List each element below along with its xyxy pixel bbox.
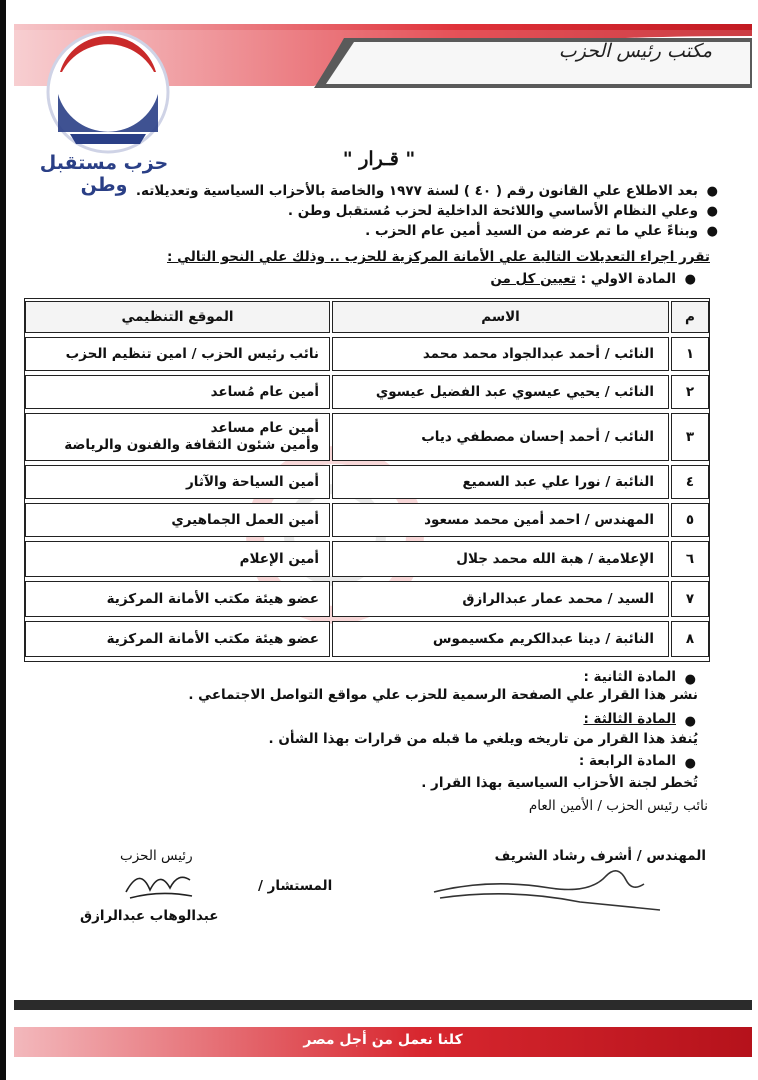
party-name: حزب مستقبل وطن <box>39 152 169 196</box>
row-position: عضو هيئة مكتب الأمانة المركزية <box>25 581 330 617</box>
row-num: ٥ <box>671 503 709 537</box>
row-name: الإعلامية / هبة الله محمد جلال <box>332 541 669 577</box>
chairman-signature-icon <box>120 862 200 906</box>
row-position: نائب رئيس الحزب / امين تنظيم الحزب <box>25 337 330 371</box>
deputy-line: نائب رئيس الحزب / الأمين العام <box>528 798 708 814</box>
table-row <box>25 337 709 371</box>
row-position-line-2: وأمين شئون الثقافة والفنون والرياضة <box>64 437 319 453</box>
footer-band-dark <box>14 1000 752 1010</box>
preamble-line-1: بعد الاطلاع علي القانون رقم ( ٤٠ ) لسنة ١٩٧٧ والخاصة بالأحزاب السياسية وتعديلاته. <box>135 183 698 199</box>
article2-text: نشر هذا القرار علي الصفحة الرسمية للحزب علي مواقع التواصل الاجتماعي . <box>188 687 698 703</box>
row-position: أمين العمل الجماهيري <box>25 503 330 537</box>
table-row <box>25 375 709 409</box>
row-name: النائب / أحمد إحسان مصطفي دياب <box>332 413 669 461</box>
table-row <box>25 581 709 617</box>
row-num: ٣ <box>671 413 709 461</box>
table-header-row <box>25 301 709 333</box>
row-name: النائبة / دينا عبدالكريم مكسيموس <box>332 621 669 657</box>
deputy-signature-icon <box>430 858 670 918</box>
row-num: ٢ <box>671 375 709 409</box>
row-name: النائبة / نورا علي عبد السميع <box>332 465 669 499</box>
bullet-icon: ● <box>706 224 718 239</box>
article4-text: تُخطر لجنة الأحزاب السياسية بهذا القرار . <box>421 775 698 791</box>
table-row <box>25 541 709 577</box>
row-position <box>25 413 330 461</box>
table-row <box>25 465 709 499</box>
bullet-icon: ● <box>684 714 696 729</box>
bullet-icon: ● <box>706 204 718 219</box>
header-name: الاسم <box>332 301 669 333</box>
chairman-title: رئيس الحزب <box>120 848 193 864</box>
article3-label: المادة الثالثة : <box>583 711 676 727</box>
bullet-icon: ● <box>684 756 696 771</box>
table-row <box>25 621 709 657</box>
header-position: الموقع التنظيمي <box>25 301 330 333</box>
header-num: م <box>671 301 709 333</box>
row-num: ١ <box>671 337 709 371</box>
row-num: ٦ <box>671 541 709 577</box>
preamble-line-2: وعلي النظام الأساسي واللائحة الداخلية لحزب مُستقبل وطن . <box>287 203 698 219</box>
row-name: النائب / أحمد عبدالجواد محمد محمد <box>332 337 669 371</box>
office-title: مكتب رئيس الحزب <box>558 40 712 62</box>
row-position: أمين عام مُساعد <box>25 375 330 409</box>
bullet-icon: ● <box>684 672 696 687</box>
article3-text: يُنفذ هذا القرار من تاريخه ويلغي ما قبله من قرارات بهذا الشأن . <box>268 731 698 747</box>
chairman-name: عبدالوهاب عبدالرازق <box>80 908 219 924</box>
counselor-label: المستشار / <box>258 878 333 894</box>
row-name: السيد / محمد عمار عبدالرازق <box>332 581 669 617</box>
article2-label: المادة الثانية : <box>583 669 676 685</box>
row-num: ٨ <box>671 621 709 657</box>
row-position: أمين الإعلام <box>25 541 330 577</box>
resolution-line: تقرر اجراء التعديلات التالية علي الأمانة المركزية للحزب .. وذلك علي النحو التالي : <box>167 249 710 265</box>
row-name: النائب / يحيي عيسوي عبد الفضيل عيسوي <box>332 375 669 409</box>
appointments-table <box>24 298 710 662</box>
bullet-icon: ● <box>706 184 718 199</box>
footer-slogan: كلنا نعمل من أجل مصر <box>303 1032 463 1048</box>
row-num: ٧ <box>671 581 709 617</box>
row-position: أمين السياحة والآثار <box>25 465 330 499</box>
bullet-icon: ● <box>684 272 696 287</box>
row-position: عضو هيئة مكتب الأمانة المركزية <box>25 621 330 657</box>
article4-label: المادة الرابعة : <box>578 753 676 769</box>
row-name: المهندس / احمد أمين محمد مسعود <box>332 503 669 537</box>
table-row <box>25 503 709 537</box>
row-position-line-1: أمين عام مساعد <box>210 420 319 436</box>
article1-text: تعيين كل من <box>490 271 576 287</box>
preamble-line-3: وبناءً علي ما تم عرضه من السيد أمين عام الحزب . <box>365 223 698 239</box>
deputy-name: المهندس / أشرف رشاد الشريف <box>494 848 706 864</box>
article1-heading <box>490 270 676 288</box>
article1-label: المادة الاولي : <box>580 271 676 287</box>
table-row <box>25 413 709 461</box>
decision-title: " قـرار " <box>342 148 416 170</box>
row-num: ٤ <box>671 465 709 499</box>
